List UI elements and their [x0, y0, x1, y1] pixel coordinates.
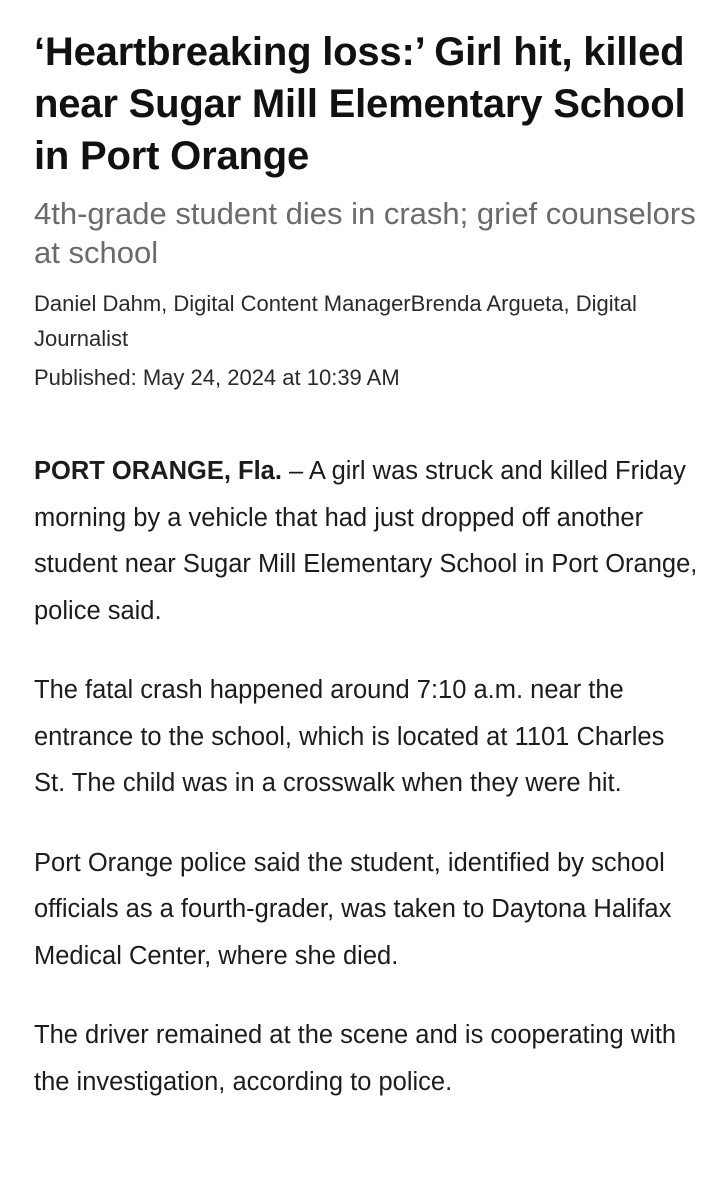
headline: ‘Heartbreaking loss:’ Girl hit, killed near Sugar Mill Elementary School in Port Orange: [34, 30, 686, 178]
article: [34, 26, 699, 1138]
article-paragraph: The fatal crash happened around 7:10 a.m. near the entrance to the school, which is located at 1101 Charles St. The child was in a crosswalk when they were hit.: [34, 676, 665, 797]
published-date: Published: May 24, 2024 at 10:39 AM: [34, 365, 400, 390]
article-paragraph: [34, 448, 699, 634]
byline: [34, 286, 699, 356]
article-paragraph: Port Orange police said the student, identified by school officials as a fourth-grader, was taken to Daytona Halifax Medical Center, where she died.: [34, 848, 672, 970]
author-name[interactable]: Brenda Argueta, Digital Journalist: [34, 291, 637, 351]
article-body: [34, 448, 699, 1105]
dateline: PORT ORANGE, Fla.: [34, 457, 282, 485]
author-name[interactable]: Daniel Dahm, Digital Content Manager: [34, 291, 411, 316]
paragraph-text: – A girl was struck and killed Friday morning by a vehicle that had just dropped off another student near Sugar Mill Elementary School in Port Orange, police said.: [34, 457, 698, 625]
article-paragraph: The driver remained at the scene and is cooperating with the investigation, according to police.: [34, 1021, 677, 1096]
subheadline: 4th-grade student dies in crash; grief counselors at school: [34, 196, 696, 270]
